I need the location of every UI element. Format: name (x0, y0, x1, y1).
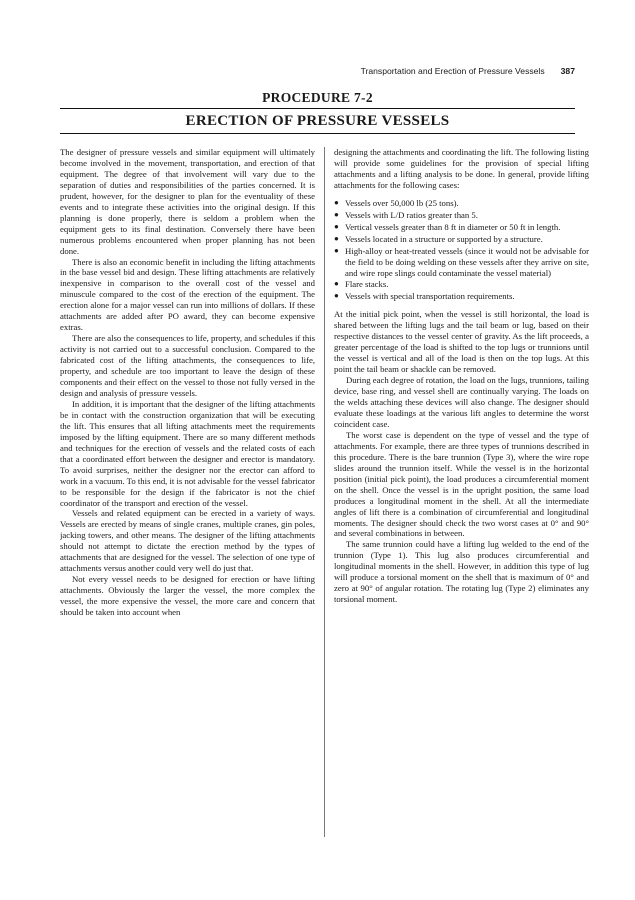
list-item: ● Vessels with special transportation requirements. (334, 291, 515, 302)
guideline-list (334, 198, 589, 303)
running-title: Transportation and Erection of Pressure Vessels (360, 66, 545, 76)
procedure-title: ERECTION OF PRESSURE VESSELS (185, 113, 450, 129)
paragraph: Not every vessel needs to be designed for erection or have lifting attachments. Obviously the larger the vessel, the more complex the vessel, the more expensive the vessel, the more care and concern that should be taken into account when (60, 574, 315, 618)
left-column (60, 147, 315, 847)
list-item: ● Vessels over 50,000 lb (25 tons). (334, 197, 459, 208)
bullet-icon: ● (334, 279, 339, 289)
running-head (60, 64, 575, 78)
page-number: 387 (560, 66, 575, 76)
paragraph: At the initial pick point, when the vessel is still horizontal, the load is shared between the lifting lugs and the tail beam or lug, based on their respective distances to the vessel center of gravity. As the lift proceeds, a greater percentage of the load is shifted to the top lugs or trunnions until the vessel is vertical and all of the load is then on the top lugs. At this point the tail beam or shackle can be removed. (334, 309, 589, 375)
paragraph: During each degree of rotation, the load on the lugs, trunnions, tailing device, base ring, and vessel shell are continually varying. The loads on the welds attaching these devices will also change. The designer should evaluate these loadings at the various lift angles to determine the worst coincident case. (334, 375, 589, 429)
paragraph: The designer of pressure vessels and similar equipment will ultimately become involved in the movement, transportation, and erection of that equipment. The degree of that involvement will vary due to the separation of duties and responsibilities of the parties concerned. It is prudent, however, for the designer to plan for the eventuality of these events and to integrate these activities into the original design. If this planning is done properly, there is seldom a problem when the equipment gets to its final destination. Conversely there have been numerous problems encountered when proper planning has not been done. (60, 147, 315, 256)
bullet-icon: ● (334, 197, 339, 207)
procedure-label: PROCEDURE 7-2 (262, 90, 373, 105)
paragraph: Vessels and related equipment can be erected in a variety of ways. Vessels are erected by means of single cranes, multiple cranes, gin poles, jacking towers, and other means. The designer of the lifting attachments should not attempt to dictate the erection method by the types of attachments that are designed for the vessel. The selection of one type of attachments versus another could very well do just that. (60, 508, 315, 574)
list-item: ● Vertical vessels greater than 8 ft in diameter or 50 ft in length. (334, 221, 561, 232)
title-rule-bottom (60, 133, 575, 134)
right-column (334, 147, 589, 847)
paragraph: The same trunnion could have a lifting lug welded to the end of the trunnion (Type 1). This lug also produces circumferential and longitudinal moments in the shell. However, in addition this type of lug will produce a torsional moment on the shell that is maximum of 0° and zero at 90° of angular rotation. The rotating lug (Type 2) eliminates any torsional moment. (334, 539, 589, 605)
list-item: ● Vessels located in a structure or supported by a structure. (334, 233, 543, 244)
paragraph: In addition, it is important that the designer of the lifting attachments be in contact with the construction organization that will be executing the lift. This ensures that all lifting attachments meet the requirements imposed by the lifting equipment. There are so many different methods and techniques for the erection of vessels and the related costs of each that a coordinated effort between the designer and erector is mandatory. To avoid surprises, neither the designer nor the erector can afford to work in a vacuum. To this end, it is not advisable for the vessel fabricator to be responsible for the design if the fabricator is not the chief coordinator of the transport and erection of the vessel. (60, 398, 315, 508)
bullet-icon: ● (334, 245, 339, 255)
paragraph: designing the attachments and coordinating the lift. The following listing will provide some guidelines for the provision of special lifting attachments and a lifting analysis to be done. In general, provide lifting attachments for the following cases: (334, 147, 589, 190)
paragraph: There is also an economic benefit in including the lifting attachments in the base vessel bid and design. These lifting attachments are relatively inexpensive in comparison to the overall cost of the vessel and minuscule compared to the cost of the erection of the equipment. The erection alone for a major vessel can run into millions of dollars. If these attachments are added after PO award, they can become expensive extras. (60, 256, 315, 333)
bullet-icon: ● (334, 291, 339, 301)
list-item: ● Vessels with L/D ratios greater than 5. (334, 209, 478, 220)
title-rule-top (60, 108, 575, 109)
list-item: ● Flare stacks. (334, 279, 389, 290)
paragraph: The worst case is dependent on the type of vessel and the type of attachments. For example, there are three types of trunnions described in this procedure. There is the bare trunnion (Type 3), where the wire rope slides around the trunnion itself. While the vessel is in the horizontal position (initial pick point), the load produces a circumferential moment on the shell. Once the vessel is in the upright position, the same load produces a longitudinal moment in the shell. At all the intermediate angles of lift there is a combination of circumferential and longitudinal moments. The designer should check the two worst cases at 0° and 90° and several combinations in between. (334, 429, 589, 539)
paragraph: There are also the consequences to life, property, and schedules if this activity is not carried out to a successful conclusion. Compared to the fabricated cost of the lifting attachments, the consequences to life, property, and schedule are too important to leave the design of these components and their effect on the vessel to those not fully versed in the design and analysis of pressure vessels. (60, 333, 315, 398)
bullet-icon: ● (334, 209, 339, 219)
list-item: ● High-alloy or heat-treated vessels (since it would not be advisable for the field to be doing welding on these vessels after they arrive on site, and wire rope slings could contaminate the vessel material) (334, 245, 589, 278)
bullet-icon: ● (334, 221, 339, 231)
bullet-icon: ● (334, 233, 339, 243)
column-divider (324, 147, 325, 837)
